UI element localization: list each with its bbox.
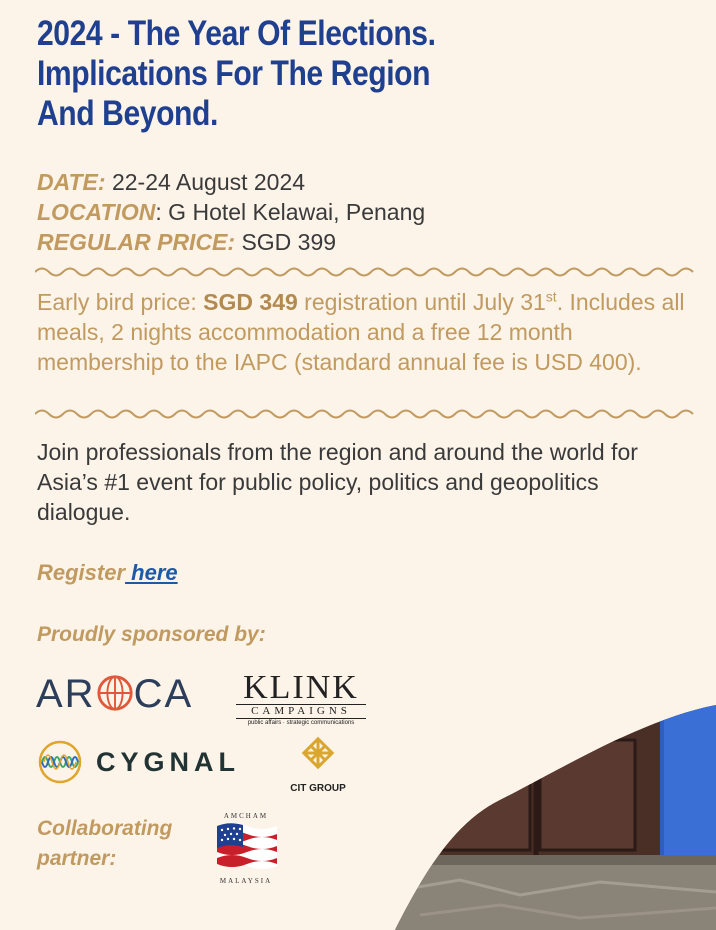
event-details xyxy=(37,167,425,257)
sponsors-heading: Proudly sponsored by: xyxy=(37,623,266,646)
collab-line-1: Collaborating xyxy=(37,817,173,840)
signal-wave-icon xyxy=(36,740,84,784)
title-line-1: 2024 - The Year Of Elections. xyxy=(37,14,436,53)
price-label: REGULAR PRICE: xyxy=(37,229,236,255)
amcham-logo xyxy=(214,812,278,885)
location-label: LOCATION xyxy=(37,199,156,225)
early-sup: st xyxy=(545,288,557,305)
register-label: Register xyxy=(37,560,126,585)
join-text: Join professionals from the region and around the world for Asia’s #1 event for public policy, politics and geopolitics dialogue. xyxy=(37,439,638,525)
early-price: SGD 349 xyxy=(203,289,298,315)
location-row xyxy=(37,197,425,227)
event-title xyxy=(37,14,436,134)
cit-text: CIT GROUP xyxy=(290,783,346,794)
aroca-logo xyxy=(36,672,193,717)
aroca-text-left: AR xyxy=(36,672,96,716)
amcham-top-text: AMCHAM xyxy=(223,812,269,820)
cygnal-logo xyxy=(36,740,240,784)
early-prefix: Early bird price: xyxy=(37,289,204,315)
date-row xyxy=(37,167,425,197)
date-value: 22-24 August 2024 xyxy=(105,169,306,195)
cygnal-text: CYGNAL xyxy=(96,746,240,777)
title-line-3: And Beyond. xyxy=(37,94,218,133)
wave-divider-2 xyxy=(35,407,695,421)
register-link[interactable]: here xyxy=(125,560,178,585)
klink-main-text: KLINK xyxy=(243,669,359,706)
cit-group-logo xyxy=(290,730,346,794)
wave-divider-1 xyxy=(35,265,695,279)
early-bird-text xyxy=(37,287,697,377)
location-value: : G Hotel Kelawai, Penang xyxy=(155,199,426,225)
klink-tagline: public affairs · strategic communications xyxy=(247,720,355,726)
early-middle: registration until July 31 xyxy=(297,289,546,315)
endless-knot-icon xyxy=(295,730,341,776)
price-row xyxy=(37,227,425,257)
amcham-bottom-text: MALAYSIA xyxy=(219,877,273,885)
klink-logo xyxy=(236,669,366,727)
collab-line-2: partner: xyxy=(37,847,117,870)
flag-icon xyxy=(215,820,277,872)
price-value: SGD 399 xyxy=(235,229,337,255)
register-line xyxy=(37,560,178,586)
date-label: DATE: xyxy=(37,169,106,195)
aroca-text-right: CA xyxy=(133,672,194,716)
collaborating-heading xyxy=(37,814,172,874)
klink-sub-text: CAMPAIGNS xyxy=(236,704,366,719)
early-rest: . Includes all meals, 2 nights accommodation and a free 12 month membership to the IAPC (standard annual fee is USD 400). xyxy=(37,289,685,375)
globe-icon xyxy=(96,674,134,712)
title-line-2: Implications For The Region xyxy=(37,54,431,93)
